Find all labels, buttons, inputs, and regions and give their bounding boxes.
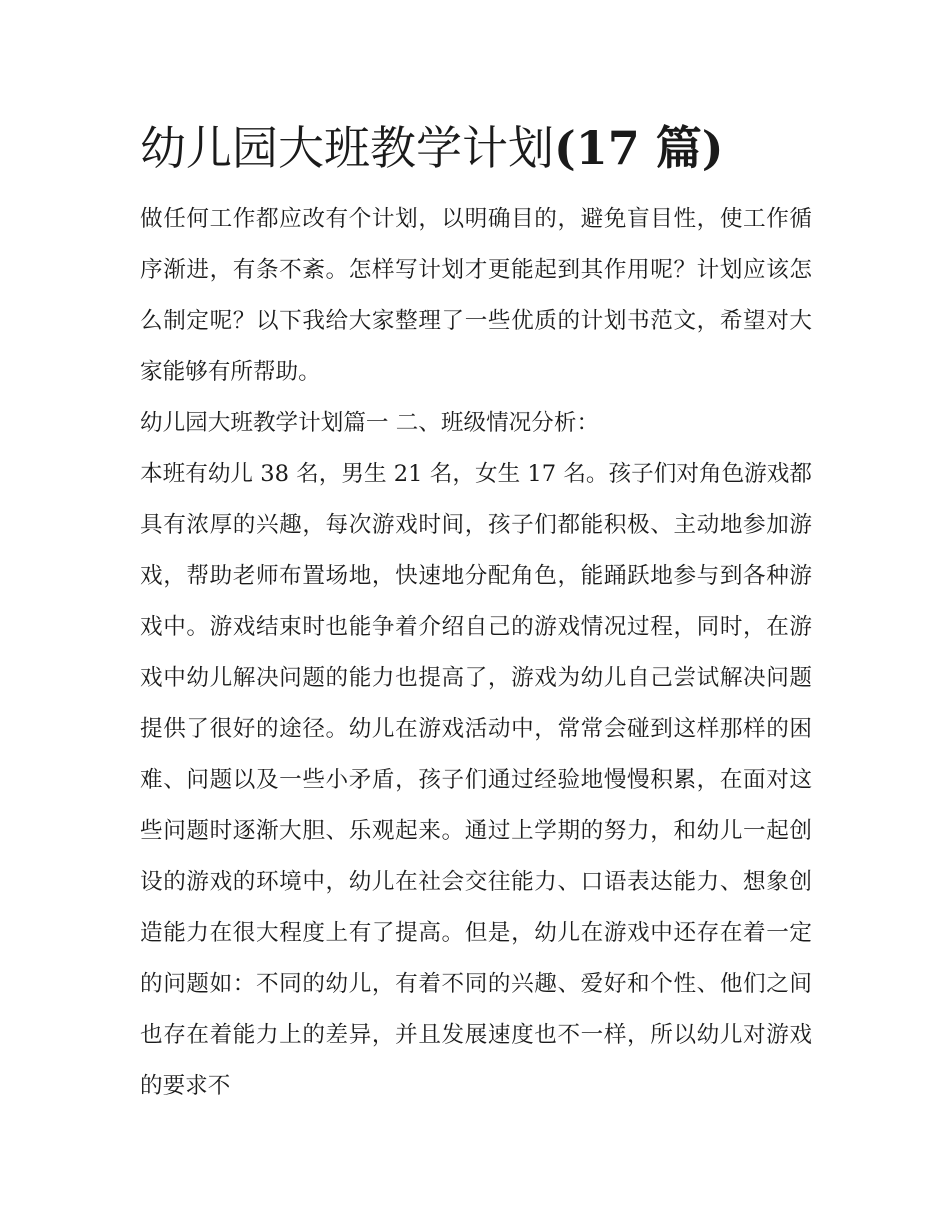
title-main: 幼儿园大班教学计划 (140, 121, 554, 175)
section-heading: 幼儿园大班教学计划篇一 二、班级情况分析： (140, 410, 600, 436)
title-suffix: (17 篇) (554, 121, 724, 175)
document-page (140, 112, 812, 1112)
intro-paragraph: 做任何工作都应改有个计划，以明确目的，避免盲目性，使工作循序渐进，有条不紊。怎样写计划才更能起到其作用呢？计划应该怎么制定呢？以下我给大家整理了一些优质的计划书范文，希望对大家能够有所帮助。 (140, 206, 812, 385)
document-title (140, 112, 812, 184)
body-paragraph: 本班有幼儿 38 名，男生 21 名，女生 17 名。孩子们对角色游戏都具有浓厚的兴趣，每次游戏时间，孩子们都能积极、主动地参加游戏，帮助老师布置场地，快速地分配角色，能踊跃地参与到各种游戏中。游戏结束时也能争着介绍自己的游戏情况过程，同时，在游戏中幼儿解决问题的能力也提高了，游戏为幼儿自己尝试解决问题提供了很好的途径。幼儿在游戏活动中，常常会碰到这样那样的困难、问题以及一些小矛盾，孩子们通过经验地慢慢积累，在面对这些问题时逐渐大胆、乐观起来。通过上学期的努力，和幼儿一起创设的游戏的环境中，幼儿在社会交往能力、口语表达能力、想象创造能力在很大程度上有了提高。但是，幼儿在游戏中还存在着一定的问题如：不同的幼儿，有着不同的兴趣、爱好和个性、他们之间也存在着能力上的差异，并且发展速度也不一样，所以幼儿对游戏的要求不 (140, 461, 812, 1099)
